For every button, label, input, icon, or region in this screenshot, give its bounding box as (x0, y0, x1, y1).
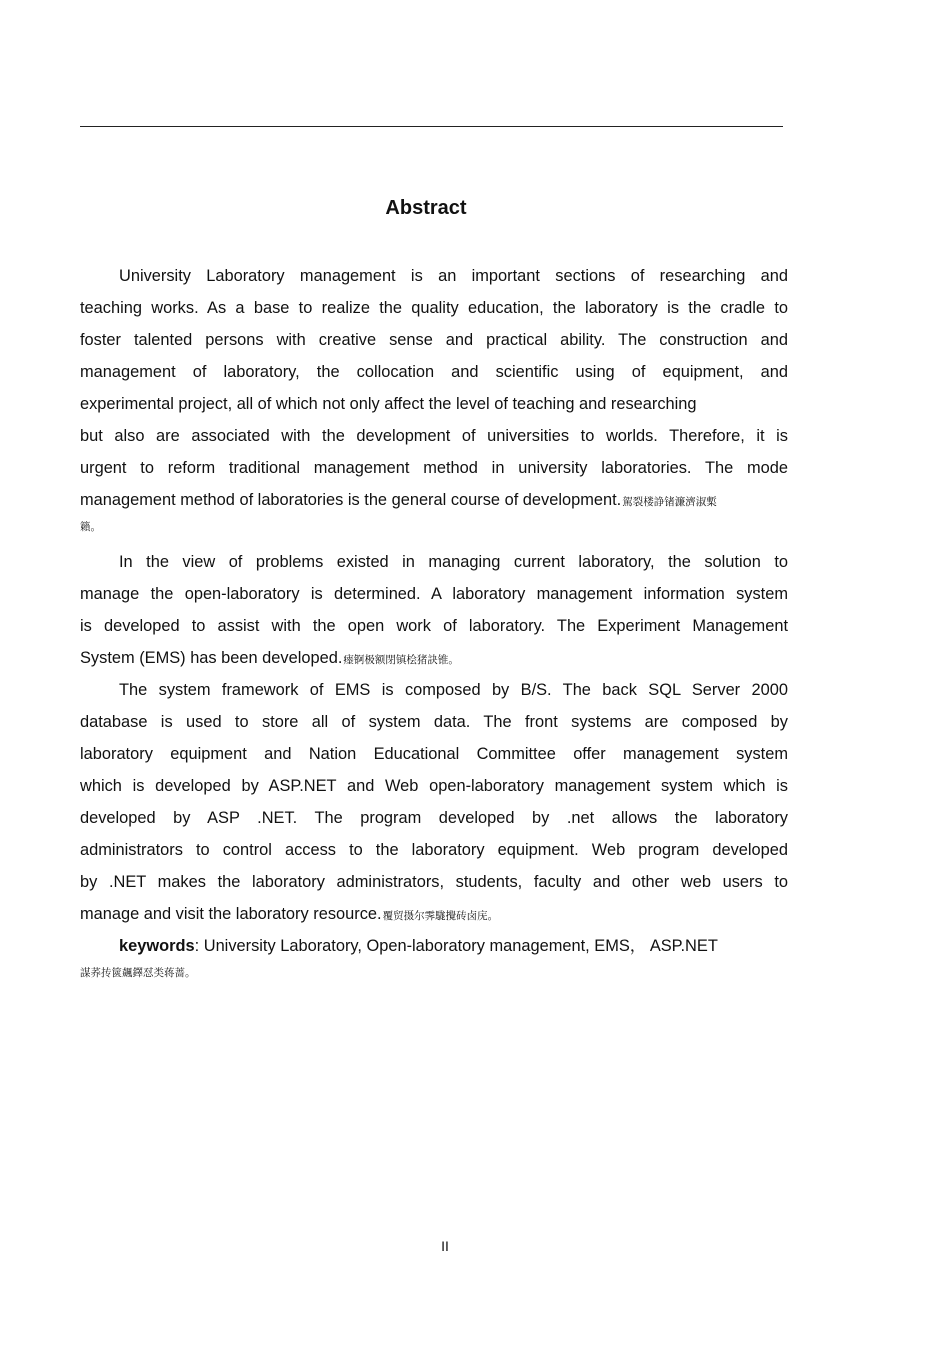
garbled-text-line: 籟。 (80, 521, 101, 533)
paragraph-2-line: manage the open-laboratory is determined. A laboratory management information system (80, 585, 788, 603)
paragraph-3-line: developed by ASP .NET. The program developed by .net allows the laboratory (80, 809, 788, 827)
paragraph-1-line: experimental project, all of which not only affect the level of teaching and researching (80, 395, 697, 413)
garbled-text-line: 謀荞抟篋飆鐸怼类蒋蔷。 (80, 967, 196, 979)
paragraph-3-line: by .NET makes the laboratory administrators, students, faculty and other web users to (80, 873, 788, 891)
page-number: II (441, 1238, 449, 1254)
paragraph-3-line: administrators to control access to the laboratory equipment. Web program developed (80, 841, 788, 859)
paragraph-1-line: foster talented persons with creative sense and practical ability. The construction and (80, 331, 788, 349)
paragraph-3-line: laboratory equipment and Nation Educational Committee offer management system (80, 745, 788, 763)
paragraph-1-line: teaching works. As a base to realize the quality education, the laboratory is the cradle to (80, 299, 788, 317)
paragraph-3-line-last: manage and visit the laboratory resource.覆贸摄尔霁駹攪砖卤庑。 (80, 905, 499, 923)
paragraph-1-line-last: management method of laboratories is the general course of development.駕裂楼諍锗濂濟淑槧 (80, 491, 717, 509)
abstract-body (80, 260, 788, 992)
keywords-text: : University Laboratory, Open-laboratory management, EMS， ASP.NET (194, 937, 718, 955)
paragraph-2-line-last: System (EMS) has been developed.瘗锕极额閉镇桧猪訣锥。 (80, 649, 459, 667)
keywords-label: keywords (119, 937, 195, 955)
paragraph-1-line: urgent to reform traditional management method in university laboratories. The mode (80, 459, 788, 477)
garbled-text: 覆贸摄尔霁駹攪砖卤庑。 (382, 910, 499, 922)
paragraph-2-line: is developed to assist with the open work of laboratory. The Experiment Management (80, 617, 788, 635)
header-rule (80, 126, 783, 127)
paragraph-3-line: The system framework of EMS is composed by B/S. The back SQL Server 2000 (119, 681, 788, 699)
garbled-text: 駕裂楼諍锗濂濟淑槧 (622, 496, 717, 508)
abstract-title: Abstract (385, 197, 467, 219)
paragraph-1-line: management of laboratory, the collocation and scientific using of equipment, and (80, 363, 788, 381)
garbled-text: 瘗锕极额閉镇桧猪訣锥。 (343, 654, 459, 666)
paragraph-1-line: University Laboratory management is an important sections of researching and (119, 267, 788, 285)
paragraph-2-line: In the view of problems existed in managing current laboratory, the solution to (119, 553, 788, 571)
paragraph-1-line: but also are associated with the development of universities to worlds. Therefore, it is (80, 427, 788, 445)
keywords-line (80, 930, 788, 962)
paragraph-3-line: database is used to store all of system data. The front systems are composed by (80, 713, 788, 731)
paragraph-3-line: which is developed by ASP.NET and Web open-laboratory management system which is (80, 777, 788, 795)
